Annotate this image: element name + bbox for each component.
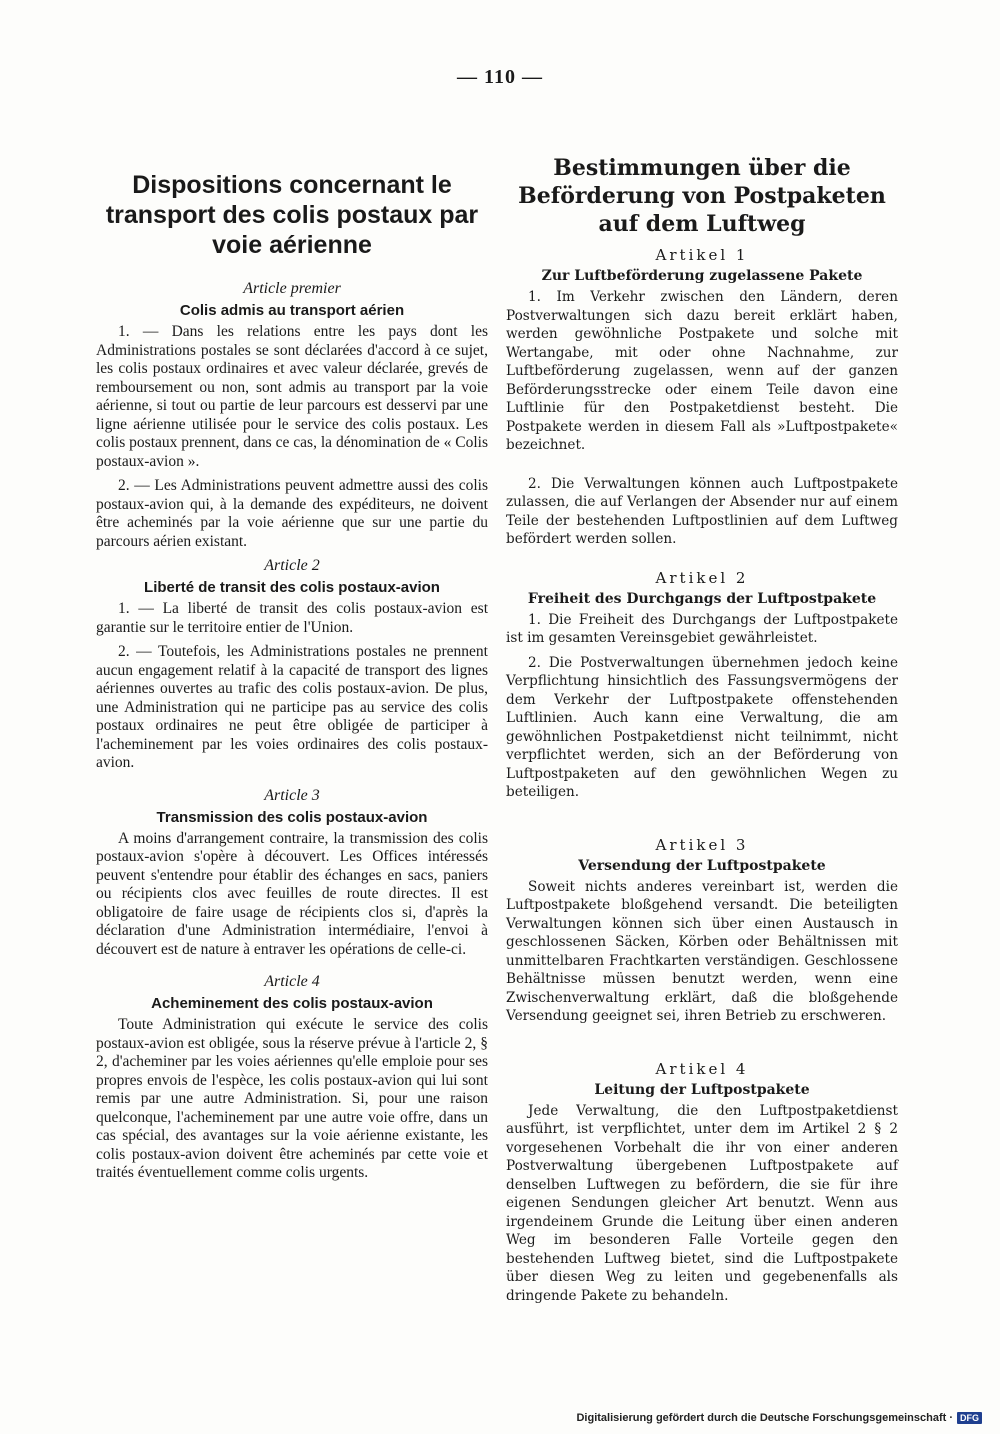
- paragraph: Soweit nichts anderes vereinbart ist, werden die Luftpostpakete bloßgehend versandt. Die beteiligten Verwaltungen können sich über einen Austausch in geschlossenen Säcken, Körben oder Behältnissen mit unmittelbaren Frachtkarten verständigen. Geschlossene Behältnisse müssen benutzt werden, wenn eine Zwischenverwaltung erklärt, daß die bloßgehende Versendung geeignet sei, ihren Betrieb zu erschweren.: [506, 878, 898, 1024]
- article-heading: Freiheit des Durchgangs der Luftpostpakete: [527, 590, 877, 607]
- french-article-3: [96, 787, 488, 960]
- article-heading: Versendung der Luftpostpakete: [578, 857, 826, 874]
- paragraph: 1. — La liberté de transit des colis postaux-avion est garantie sur le territoire entier de l'Union.: [96, 600, 488, 636]
- footer-text: Digitalisierung gefördert durch die Deutsche Forschungsgemeinschaft ·: [576, 1412, 953, 1424]
- article-heading: Liberté de transit des colis postaux-avion: [144, 579, 440, 596]
- article-label: Article 4: [264, 973, 320, 990]
- page-number: — 110 —: [457, 66, 543, 88]
- paragraph: A moins d'arrangement contraire, la transmission des colis postaux-avion s'opère à découvert. Les Offices intéressés peuvent s'entendre pour établir des échanges en sacs, paniers ou récipients clos avec feuilles de route directes. Il est obligatoire de faire usage de récipients clos si, d'après la déclaration d'une Administration intermédiaire, l'envoi à découvert est de nature à entraver les opérations de celle-ci.: [96, 829, 488, 958]
- german-article-3: [506, 836, 898, 1026]
- article-label: Article 3: [264, 786, 320, 804]
- french-article-2: [96, 557, 488, 773]
- article-heading: Zur Luftbeförderung zugelassene Pakete: [541, 268, 863, 284]
- article-label: Article premier: [243, 280, 341, 297]
- article-label: Artikel 4: [655, 1059, 749, 1078]
- paragraph: Jede Verwaltung, die den Luftpostpaketdienst ausführt, ist verpflichtet, unter dem im Artikel 2 § 2 vorgesehenen Vorbehalt die ihr von einer anderen Postverwaltung übergebenen Luftpostpakete auf denselben Luftwegen zu befördern, die sie für ihre eigenen Sendungen gleicher Art benutzt. Wenn aus irgendeinem Grunde die Leitung über einen anderen Weg im besonderen Falle Vorteile gegen den bestehenden Luftweg bietet, sind die Luftpostpakete über diesen Weg zu leiten und gegebenenfalls als dringende Pakete zu behandeln.: [506, 1102, 898, 1304]
- paragraph: 2. Die Postverwaltungen übernehmen jedoch keine Verpflichtung hinsichtlich des Fassungsvermögens der dem Verkehr der Luftpostpakete offenstehenden Luftlinien. Auch kann eine Verwaltung, die am gewöhnlichen Postpaketdienst nicht teilnimmt, nicht verpflichtet werden, sich an der Beförderung von Luftpostpaketen auf den gewöhnlichen Wegen zu beteiligen.: [506, 654, 898, 800]
- german-article-2: [506, 569, 898, 802]
- german-column: [506, 155, 898, 1311]
- paragraph: Toute Administration qui exécute le service des colis postaux-avion est obligée, sous la réserve prévue à l'article 2, § 2, d'acheminer par les voies aériennes qu'elle emploie pour ses propres envois de l'espèce, les colis postaux-avion qui lui sont remis par une autre Administration. Si, pour une raison quelconque, l'acheminement par une autre voie offre, dans un cas spécial, des avantages sur la voie aérienne existante, les colis postaux-avion doivent être acheminés par cette voie et traités éventuellement comme colis urgents.: [96, 1016, 488, 1181]
- article-label: Artikel 1: [655, 246, 749, 264]
- article-heading: Leitung der Luftpostpakete: [594, 1081, 810, 1098]
- paragraph: 1. Die Freiheit des Durchgangs der Luftpostpakete ist im gesamten Vereinsgebiet gewährleistet.: [506, 611, 898, 646]
- article-heading: Acheminement des colis postaux-avion: [151, 995, 433, 1012]
- german-title: Bestimmungen über die Beförderung von Postpaketen auf dem Luftweg: [518, 155, 886, 237]
- paragraph: 1. Im Verkehr zwischen den Ländern, deren Postverwaltungen sich dazu bereit erklärt haben, werden gewöhnliche Postpakete und solche mit Wertangabe, mit oder ohne Nachnahme, zur Luftbeförderung zugelassen, wenn auf der ganzen Beförderungsstrecke oder einem Teile davon eine Luftlinie für den Postpaketdienst besteht. Die Postpakete werden in diesem Fall als »Luftpostpakete« bezeichnet.: [506, 289, 898, 453]
- article-label: Article 2: [264, 557, 320, 574]
- french-article-4: [96, 973, 488, 1183]
- paragraph: 1. — Dans les relations entre les pays dont les Administrations postales se sont déclarées d'accord à ce sujet, les colis postaux ordinaires et avec valeur déclarée, grevés de remboursement ou non, sont admis au transport par la voie aérienne, si tout ou partie de leur parcours est desservi par une ligne aérienne utilisée pour le service des colis postaux. Les colis postaux prennent, dans ce cas, la dénomination de « Colis postaux-avion ».: [96, 323, 488, 470]
- german-article-4: [506, 1060, 898, 1306]
- article-label: Artikel 3: [655, 835, 749, 854]
- article-label: Artikel 2: [655, 568, 749, 587]
- article-heading: Transmission des colis postaux-avion: [156, 808, 428, 826]
- french-title: Dispositions concernant le transport des colis postaux par voie aérienne: [105, 171, 479, 259]
- paragraph: 2. — Les Administrations peuvent admettre aussi des colis postaux-avion qui, à la demande des expéditeurs, ne doivent être acheminés par la voie aérienne que sur une partie du parcours aérien existant.: [96, 477, 488, 550]
- german-article-1: [506, 246, 898, 549]
- french-column: [96, 168, 488, 1189]
- french-article-1: [96, 280, 488, 551]
- paragraph: 2. — Toutefois, les Administrations postales ne prennent aucun engagement relatif à la capacité de transport des lignes aériennes ouvertes au trafic des colis postaux-avion. De plus, une Administration qui ne participe pas au service des colis postaux ordinaires ne peut être obligée de participer à l'acheminement par les voies ordinaires des colis postaux-avion.: [96, 643, 488, 771]
- article-heading: Colis admis au transport aérien: [179, 302, 405, 319]
- digitization-footer: [576, 1412, 982, 1424]
- dfg-logo: DFG: [957, 1412, 982, 1424]
- paragraph: 2. Die Verwaltungen können auch Luftpostpakete zulassen, die auf Verlangen der Absender nur auf einem Teile der bestehenden Luftpostlinien auf dem Luftweg befördert werden sollen.: [506, 475, 898, 547]
